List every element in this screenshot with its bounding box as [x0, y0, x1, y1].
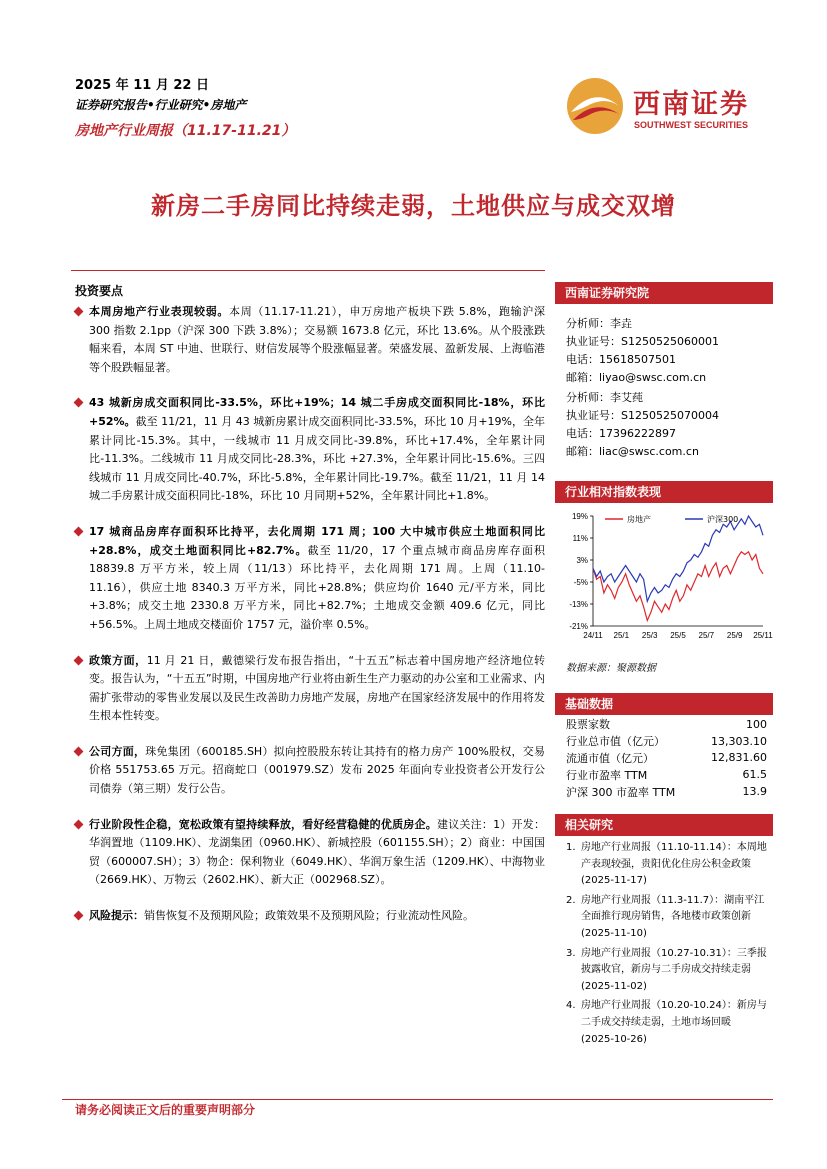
y-tick-label: -13% — [569, 600, 588, 609]
summary-item-lead: 政策方面， — [89, 653, 147, 667]
basic-label: 股票家数 — [566, 718, 610, 732]
x-tick-label: 25/3 — [641, 631, 658, 640]
series-line-property — [593, 552, 763, 621]
summary-item-lead: 17 城商品房库存面积环比持平，去化周期 171 周；100 大中城市供应土地面积同比+28.8%，成交土地面积同比+82.7%。 — [89, 524, 545, 557]
related-list — [555, 840, 773, 1051]
analyst-cert: 执业证号：S1250525060001 — [566, 335, 719, 348]
table-row — [555, 733, 773, 750]
report-category: 证券研究报告•行业研究•房地产 — [75, 98, 247, 112]
basic-value: 61.5 — [742, 768, 767, 782]
y-tick-label: -21% — [569, 622, 588, 631]
basic-data-heading: 基础数据 — [555, 693, 773, 715]
diamond-bullet-icon — [74, 655, 84, 665]
index-chart-svg — [555, 506, 773, 650]
related-item[interactable] — [555, 998, 773, 1048]
summary-item-text: 11 月 21 日，戴德梁行发布报告指出，“十五五”标志着中国房地产经济地位转变。报告认为，“十五五”时期，中国房地产行业将由新生生产力驱动的办公室和工业需求、内需扩张带动的零售业发展以及民生改善助力房地产发展，房地产在国家经济发展中的作用将发生根本性转变。 — [89, 653, 546, 723]
summary-list — [75, 303, 545, 943]
institute-heading: 西南证券研究院 — [555, 282, 773, 304]
x-tick-label: 25/5 — [670, 631, 686, 640]
related-item[interactable] — [555, 893, 773, 943]
related-text: 房地产行业周报（10.27-10.31）：三季报披露收官，新房与二手房成交持续走弱 (2025-11-02) — [581, 947, 767, 992]
summary-item-text: 截至 11/20，17 个重点城市商品房库存面积 18839.8 万平方米，较上周（11/13）环比持平，去化周期 171 周。上周（11.10-11.16），供应土地 8340.3 万平方米，同比+28.8%；供应均价 1640 元/平方米，同比+3.8%；成交土地 2330.8 万平方米，同比+82.7%；土地成交金额 409.6 亿元，同比+56.5%。上周土地成交楼面价 1757 元，溢价率 0.5%。 — [89, 543, 545, 631]
summary-item-lead: 行业阶段性企稳，宽松政策有望持续释放，看好经营稳健的优质房企。 — [89, 817, 437, 831]
diamond-bullet-icon — [74, 911, 84, 921]
summary-heading: 投资要点 — [75, 284, 124, 298]
y-tick-label: 19% — [571, 512, 588, 521]
analyst-phone: 电话：17396222897 — [566, 427, 676, 440]
related-heading: 相关研究 — [555, 814, 773, 836]
analyst-name: 分析师：李艾莼 — [566, 391, 643, 404]
basic-label: 流通市值（亿元） — [566, 751, 654, 765]
related-num: 2. — [566, 894, 576, 906]
basic-value: 13.9 — [742, 785, 767, 799]
analyst-email[interactable]: 邮箱：liac@swsc.com.cn — [566, 445, 699, 458]
summary-item-lead: 风险提示： — [89, 909, 144, 923]
chart-source: 数据来源：聚源数据 — [566, 663, 656, 674]
legend-label: 房地产 — [627, 515, 651, 524]
summary-item-text: 珠免集团（600185.SH）拟向控股股东转让其持有的格力房产 100%股权，交易价格 551753.65 万元。招商蛇口（001979.SZ）发布 2025 年面向专业投资者公开发行公司债券（第三期）发行公告。 — [89, 744, 546, 796]
summary-item — [75, 907, 545, 926]
related-item[interactable] — [555, 840, 773, 890]
summary-item-text: 建议关注：1）开发：华润置地（1109.HK）、龙湖集团（0960.HK）、新城控股（601155.SH）；2）商业：中国国贸（600007.SH）；3）物企：保利物业（6049.HK）、华润万象生活（1209.HK）、中海物业（2669.HK）、万物云（2602.HK）、新大正（002968.SZ）。 — [89, 817, 546, 887]
report-name: 房地产行业周报（11.17-11.21） — [75, 123, 296, 139]
analyst-cert: 执业证号：S1250525070004 — [566, 409, 719, 422]
summary-item-text: 本周（11.17-11.21），申万房地产板块下跌 5.8%，跑输沪深 300 指数 2.1pp（沪深 300 下跌 3.8%）；交易额 1673.8 亿元，环比 13.6%。从个股涨跌幅来看，本周 ST 中迪、世联行、财信发展等个股涨幅显著。荣盛发展、盈新发展、上海临港等个股跌幅显著。 — [89, 305, 545, 374]
summary-item-lead: 公司方面， — [89, 744, 146, 758]
analyst-card — [555, 389, 784, 461]
summary-item — [75, 652, 545, 726]
summary-item-text: 截至 11/21，11 月 43 城新房累计成交面积同比-33.5%，环比 10 月+19%，全年累计同比-15.3%。其中，一线城市 11 月成交同比-39.8%，环比+17.4%，全年累计同比-11.3%。二线城市 11 月成交同比-28.3%，环比 +27.3%，全年累计同比-15.6%。三四线城市 11 月成交同比-40.7%，环比-5.8%，全年累计同比-19.7%。截至 11/21，11 月 14 城二手房累计成交面积同比-18%，环比 10 月同期+52%，全年累计同比+1.8%。 — [89, 414, 546, 503]
x-tick-label: 25/11 — [753, 631, 773, 640]
x-tick-label: 25/7 — [698, 631, 715, 640]
summary-item — [75, 394, 545, 506]
analyst-email[interactable]: 邮箱：liyao@swsc.com.cn — [566, 371, 707, 384]
related-item[interactable] — [555, 946, 773, 996]
related-text: 房地产行业周报（11.10-11.14）：本周地产表现较强，贵阳优化住房公积金政策 (2025-11-17) — [581, 842, 767, 887]
summary-item — [75, 523, 545, 635]
related-text: 房地产行业周报（10.20-10.24）：新房与二手成交持续走弱，土地市场回暖 (2025-10-26) — [581, 1000, 767, 1045]
table-row — [555, 766, 773, 783]
analyst-name: 分析师：李垚 — [566, 317, 632, 330]
summary-item-lead: 43 城新房成交面积同比-33.5%，环比+19%；14 城二手房成交面积同比-18%，环比+52%。 — [89, 396, 545, 428]
analyst-card — [555, 315, 784, 387]
diamond-bullet-icon — [74, 819, 84, 829]
logo-english: SOUTHWEST SECURITIES — [634, 120, 749, 130]
related-text: 房地产行业周报（11.3-11.7）：湖南平江全面推行现房销售，各地楼市政策创新 (2025-11-10) — [581, 894, 765, 939]
x-tick-label: 25/1 — [613, 631, 630, 640]
table-row — [555, 716, 773, 733]
divider — [71, 270, 545, 271]
diamond-bullet-icon — [74, 398, 84, 408]
basic-label: 行业总市值（亿元） — [566, 735, 665, 749]
summary-item — [75, 303, 545, 377]
diamond-bullet-icon — [74, 526, 84, 536]
report-date: 2025 年 11 月 22 日 — [75, 78, 209, 93]
basic-value: 12,831.60 — [711, 751, 767, 765]
diamond-bullet-icon — [74, 746, 84, 756]
company-logo — [565, 76, 765, 136]
diamond-bullet-icon — [74, 307, 84, 317]
related-num: 3. — [566, 947, 576, 959]
basic-data-table — [555, 716, 773, 800]
index-chart — [555, 506, 773, 650]
basic-label: 行业市盈率 TTM — [566, 768, 648, 782]
page-title: 新房二手房同比持续走弱，土地供应与成交双增 — [151, 192, 676, 220]
summary-item — [75, 743, 545, 799]
logo-chinese: 西南证券 — [633, 89, 749, 120]
related-num: 4. — [566, 1000, 576, 1012]
y-tick-label: 3% — [576, 556, 588, 565]
related-num: 1. — [566, 842, 576, 853]
chart-heading: 行业相对指数表现 — [555, 481, 773, 503]
basic-label: 沪深 300 市盈率 TTM — [566, 785, 676, 799]
y-tick-label: -5% — [573, 578, 588, 587]
basic-value: 100 — [746, 717, 767, 731]
table-row — [555, 750, 773, 767]
summary-item — [75, 816, 545, 890]
y-tick-label: 11% — [572, 534, 588, 543]
footer-disclaimer: 请务必阅读正文后的重要声明部分 — [75, 1103, 256, 1117]
x-tick-label: 25/9 — [726, 631, 743, 640]
footer-divider — [62, 1099, 773, 1100]
x-tick-label: 24/11 — [583, 631, 603, 640]
summary-item-text: 销售恢复不及预期风险；政策效果不及预期风险；行业流动性风险。 — [144, 909, 474, 923]
legend-label: 沪深300 — [707, 515, 739, 524]
summary-item-lead: 本周房地产行业表现较弱。 — [89, 305, 230, 318]
analyst-phone: 电话：15618507501 — [566, 353, 676, 366]
basic-value: 13,303.10 — [711, 734, 767, 748]
table-row — [555, 783, 773, 800]
logo-emblem-icon — [565, 76, 625, 136]
